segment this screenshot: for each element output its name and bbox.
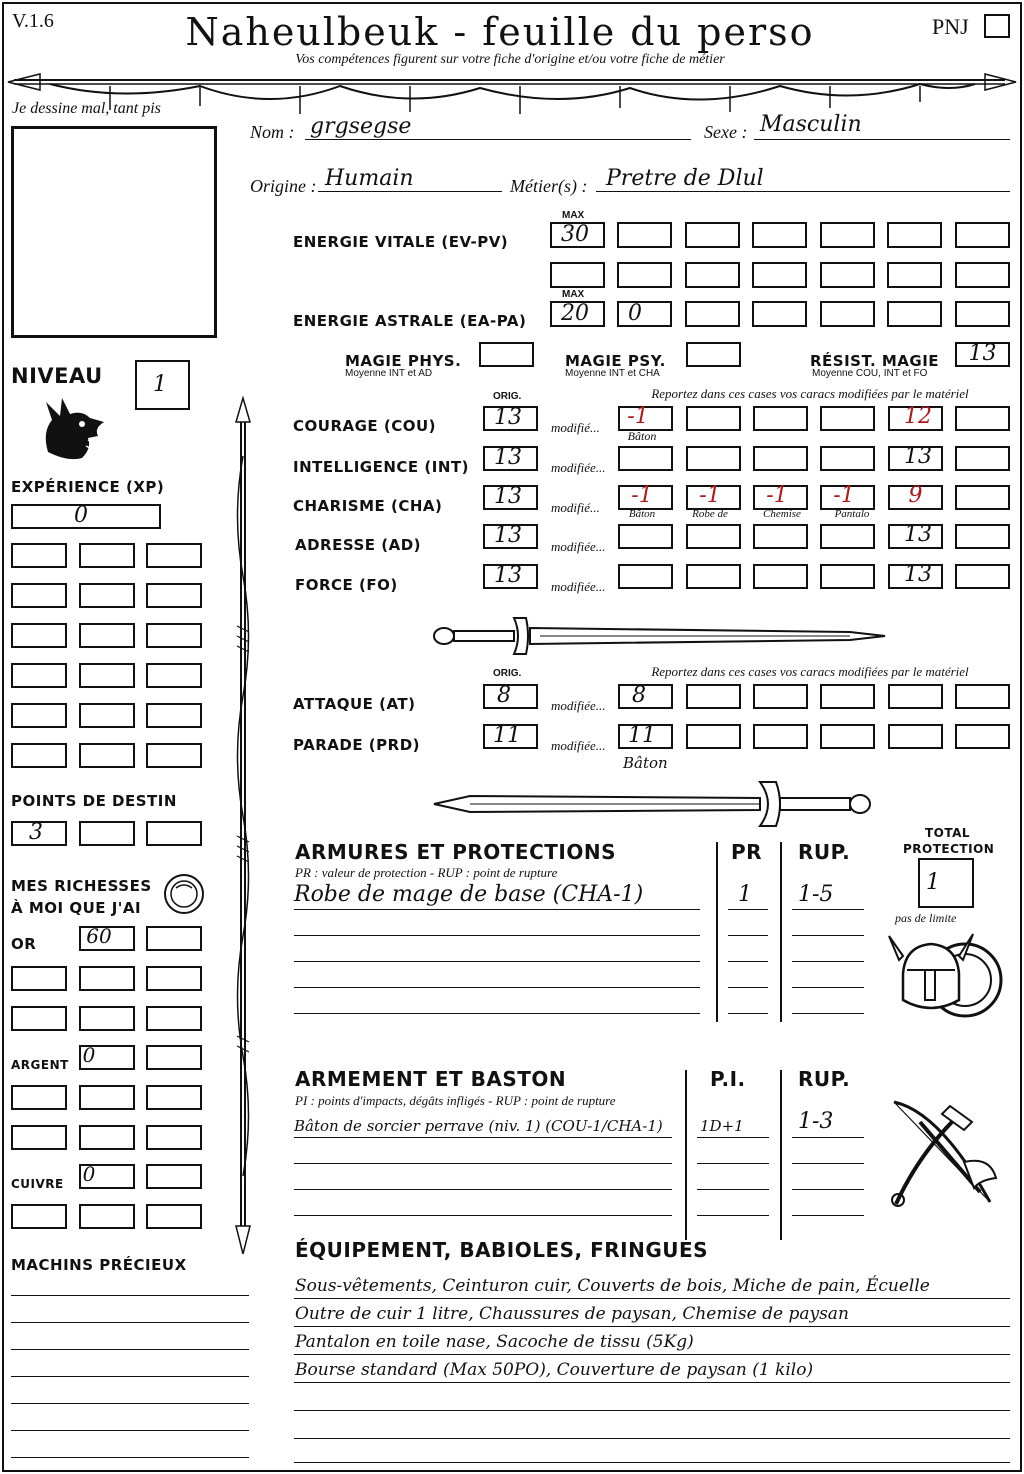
argent-label: ARGENT <box>11 1058 69 1072</box>
carac-mod-value: -1 <box>833 483 855 508</box>
xp-slot[interactable] <box>79 623 135 648</box>
niveau-value: 1 <box>153 372 167 397</box>
armures-pr-label: PR <box>731 840 763 864</box>
armement-sub: PI : points d'impacts, dégâts infligés - RUP : point de rupture <box>295 1093 616 1108</box>
carac-orig-value-int: 13 <box>494 445 522 470</box>
ev-box[interactable] <box>617 262 672 288</box>
prd-orig-value: 11 <box>493 723 521 748</box>
caracs-note: Reportez dans ces cases vos caracs modifiées par le matériel <box>651 386 969 401</box>
carac-mod-box[interactable] <box>955 524 1010 549</box>
carac-mod-label: modifiée... <box>551 579 606 594</box>
total-protection-label-line2: PROTECTION <box>903 842 995 856</box>
arme-line[interactable] <box>294 1192 672 1216</box>
prd-mod-box[interactable] <box>820 724 875 749</box>
staff-icon <box>228 396 258 1256</box>
ev-box[interactable] <box>617 222 672 248</box>
crossed-weapons-icon <box>880 1092 1010 1222</box>
ev-box[interactable] <box>820 222 875 248</box>
at-mod-box[interactable] <box>955 684 1010 709</box>
armures-rup-label: RUP. <box>798 840 851 864</box>
carac-mod-box[interactable] <box>820 524 875 549</box>
destin-slot[interactable] <box>79 821 135 846</box>
equipement-text: Outre de cuir 1 litre, Chaussures de paysan, Chemise de paysan <box>295 1304 849 1324</box>
machins-line[interactable] <box>11 1276 249 1296</box>
equipement-text: Pantalon en toile nase, Sacoche de tissu (5Kg) <box>295 1332 694 1352</box>
xp-slot[interactable] <box>146 543 202 568</box>
ev-box[interactable] <box>550 262 605 288</box>
prd-mod-value: 11 <box>628 723 656 748</box>
carac-mod-note: Bâton <box>627 429 657 443</box>
magie-phys-sub: Moyenne INT et AD <box>345 368 433 379</box>
sword-icon <box>430 778 880 830</box>
armement-rup-label: RUP. <box>798 1067 851 1091</box>
dragon-head-icon <box>38 392 108 464</box>
armement-divider <box>685 1070 687 1240</box>
destin-label: POINTS DE DESTIN <box>11 792 177 810</box>
armure-line[interactable] <box>294 938 700 962</box>
armure-rup-line[interactable] <box>792 964 864 988</box>
carac-label-cha: CHARISME (CHA) <box>293 497 443 515</box>
carac-mod-box[interactable] <box>686 524 741 549</box>
ea-box[interactable] <box>820 301 875 327</box>
argent-slot[interactable] <box>11 1125 67 1150</box>
carac-mod-box[interactable] <box>618 524 673 549</box>
armures-title: ARMURES ET PROTECTIONS <box>295 840 616 864</box>
niveau-label: NIVEAU <box>11 364 103 388</box>
machins-line[interactable] <box>11 1438 249 1458</box>
carac-mod-note: Pantalo <box>834 508 870 520</box>
argent-slot[interactable] <box>79 1085 135 1110</box>
armement-pi-label: P.I. <box>710 1067 746 1091</box>
carac-label-int: INTELLIGENCE (INT) <box>293 458 469 476</box>
xp-slot[interactable] <box>79 703 135 728</box>
prd-mod-label: modifiée... <box>551 738 606 753</box>
carac-mod-value: -1 <box>627 404 649 429</box>
carac-label-fo: FORCE (FO) <box>295 576 398 594</box>
equipement-text: Bourse standard (Max 50PO), Couverture de paysan (1 kilo) <box>295 1360 814 1380</box>
arme-rup-line[interactable] <box>792 1166 864 1190</box>
argent-slot[interactable] <box>11 1085 67 1110</box>
arme-line[interactable] <box>294 1166 672 1190</box>
cuivre-label: CUIVRE <box>11 1177 64 1191</box>
arme-name: Bâton de sorcier perrave (niv. 1) (COU-1/CHA-1) <box>294 1117 663 1135</box>
at-mod-value: 8 <box>632 683 646 708</box>
ev-box[interactable] <box>685 222 740 248</box>
ev-box[interactable] <box>955 222 1010 248</box>
carac-mod-note: Bâton <box>628 508 656 520</box>
sheet-subtitle: Vos compétences figurent sur votre fiche d'origine et/ou votre fiche de métier <box>295 52 725 67</box>
ea-box[interactable] <box>685 301 740 327</box>
ev-box[interactable] <box>887 222 942 248</box>
ea-current-value: 0 <box>628 301 642 326</box>
carac-mod-note: Robe de <box>692 508 728 520</box>
arme-pi-line[interactable] <box>697 1192 769 1216</box>
machins-line[interactable] <box>11 1357 249 1377</box>
prd-label: PARADE (PRD) <box>293 736 421 754</box>
carac-mod-box[interactable] <box>686 446 741 471</box>
armures-divider <box>780 842 782 1022</box>
prd-mod-box[interactable] <box>955 724 1010 749</box>
carac-mod-value: 12 <box>904 404 932 429</box>
cuivre-slot[interactable] <box>79 1204 135 1229</box>
carac-mod-box[interactable] <box>686 564 741 589</box>
carac-mod-box[interactable] <box>753 524 808 549</box>
carac-mod-value: 9 <box>908 483 923 508</box>
or-slot[interactable] <box>11 1006 67 1031</box>
machins-line[interactable] <box>11 1384 249 1404</box>
magie-psy-sub: Moyenne INT et CHA <box>565 368 660 379</box>
armure-pr-line[interactable] <box>728 938 768 962</box>
or-slot[interactable] <box>146 1006 202 1031</box>
ev-box[interactable] <box>752 262 807 288</box>
carac-mod-box[interactable] <box>618 446 673 471</box>
at-orig-value: 8 <box>497 683 511 708</box>
carac-mod-box[interactable] <box>618 564 673 589</box>
carac-orig-value-cha: 13 <box>494 484 522 509</box>
armures-sub: PR : valeur de protection - RUP : point de rupture <box>295 865 558 880</box>
arme-pi-line[interactable] <box>697 1140 769 1164</box>
carac-mod-label: modifiée... <box>551 460 606 475</box>
xp-slot[interactable] <box>11 543 67 568</box>
ev-box[interactable] <box>820 262 875 288</box>
combat-note: Reportez dans ces cases vos caracs modifiées par le matériel <box>651 664 969 679</box>
richesses-label-line2: À MOI QUE J'AI <box>11 899 142 917</box>
portrait-caption: Je dessine mal, tant pis <box>12 100 161 117</box>
or-slot[interactable] <box>79 1006 135 1031</box>
portrait-box[interactable] <box>11 126 217 338</box>
prd-mod-box[interactable] <box>888 724 943 749</box>
carac-label-cou: COURAGE (COU) <box>293 417 437 435</box>
carac-mod-box[interactable] <box>753 564 808 589</box>
destin-slot[interactable] <box>146 821 202 846</box>
origine-value: Humain <box>325 166 414 191</box>
ev-label: ENERGIE VITALE (EV-PV) <box>293 233 509 251</box>
richesses-label-line1: MES RICHESSES <box>11 877 152 895</box>
at-mod-label: modifiée... <box>551 698 606 713</box>
cuivre-slot[interactable] <box>146 1164 202 1189</box>
carac-mod-value: -1 <box>766 483 788 508</box>
xp-slot[interactable] <box>79 543 135 568</box>
arme-rup-line[interactable] <box>792 1192 864 1216</box>
armement-divider <box>780 1070 782 1240</box>
carac-mod-label: modifiée... <box>551 539 606 554</box>
carac-mod-box[interactable] <box>955 564 1010 589</box>
carac-orig-value-cou: 13 <box>494 405 522 430</box>
carac-orig-value-ad: 13 <box>494 523 522 548</box>
carac-mod-box[interactable] <box>955 485 1010 510</box>
metier-label: Métier(s) : <box>510 176 588 196</box>
total-protection-label-line1: TOTAL <box>925 826 971 840</box>
argent-slot[interactable] <box>146 1045 202 1070</box>
carac-mod-box[interactable] <box>955 446 1010 471</box>
ea-box[interactable] <box>752 301 807 327</box>
ea-max-label: MAX <box>562 289 585 300</box>
carac-mod-box[interactable] <box>820 406 875 431</box>
cuivre-slot[interactable] <box>11 1204 67 1229</box>
argent-value: 0 <box>82 1043 96 1067</box>
nom-label: Nom : <box>250 122 295 142</box>
total-protection-note: pas de limite <box>895 911 957 925</box>
sheet-title: Naheulbeuk - feuille du perso <box>185 10 815 54</box>
resist-magie-sub: Moyenne COU, INT et FO <box>812 368 928 379</box>
or-value: 60 <box>86 924 112 948</box>
sexe-label: Sexe : <box>704 122 748 142</box>
armure-pr-line[interactable] <box>728 912 768 936</box>
carac-mod-note: Chemise <box>763 508 801 520</box>
equipement-title: ÉQUIPEMENT, BABIOLES, FRINGUES <box>295 1238 709 1262</box>
xp-slot[interactable] <box>146 703 202 728</box>
carac-mod-value: 13 <box>904 522 932 547</box>
equipement-line[interactable] <box>294 1387 1010 1411</box>
total-protection-value: 1 <box>926 870 940 895</box>
machins-line[interactable] <box>11 1411 249 1431</box>
machins-line[interactable] <box>11 1303 249 1323</box>
at-mod-box[interactable] <box>820 684 875 709</box>
metier-value: Pretre de Dlul <box>606 166 764 191</box>
carac-mod-label: modifié... <box>551 500 600 515</box>
or-slot[interactable] <box>79 966 135 991</box>
ea-box[interactable] <box>887 301 942 327</box>
xp-value: 0 <box>74 503 88 528</box>
or-slot[interactable] <box>146 926 202 951</box>
ea-label: ENERGIE ASTRALE (EA-PA) <box>293 312 527 330</box>
carac-mod-box[interactable] <box>955 406 1010 431</box>
carac-orig-value-fo: 13 <box>494 563 522 588</box>
ev-box[interactable] <box>955 262 1010 288</box>
argent-slot[interactable] <box>79 1125 135 1150</box>
ev-max-value: 30 <box>561 222 589 247</box>
armure-rup-line[interactable] <box>792 938 864 962</box>
or-label: OR <box>11 935 37 953</box>
armure-rup-line[interactable] <box>792 912 864 936</box>
armure-line[interactable] <box>294 964 700 988</box>
magie-psy-label: MAGIE PSY. <box>565 352 666 370</box>
carac-mod-box[interactable] <box>686 406 741 431</box>
machins-label: MACHINS PRÉCIEUX <box>11 1256 187 1274</box>
xp-slot[interactable] <box>146 583 202 608</box>
xp-slot[interactable] <box>79 583 135 608</box>
at-mod-box[interactable] <box>686 684 741 709</box>
nom-value: grgsegse <box>310 114 412 139</box>
ea-box[interactable] <box>955 301 1010 327</box>
at-mod-box[interactable] <box>753 684 808 709</box>
xp-slot[interactable] <box>79 663 135 688</box>
magie-psy-box[interactable] <box>686 342 741 367</box>
ev-max-label: MAX <box>562 210 585 221</box>
sexe-value: Masculin <box>760 112 862 137</box>
or-slot[interactable] <box>11 966 67 991</box>
arme-pi-line[interactable] <box>697 1166 769 1190</box>
carac-mod-value: 13 <box>904 444 932 469</box>
magie-phys-label: MAGIE PHYS. <box>345 352 462 370</box>
carac-label-ad: ADRESSE (AD) <box>295 536 422 554</box>
caracs-orig-label: ORIG. <box>493 391 522 402</box>
ea-max-value: 20 <box>561 301 589 326</box>
arme-line[interactable] <box>294 1140 672 1164</box>
coin-icon <box>162 872 208 916</box>
xp-slot[interactable] <box>146 623 202 648</box>
at-mod-box[interactable] <box>888 684 943 709</box>
arme-rup: 1-3 <box>798 1109 834 1134</box>
carac-mod-value: -1 <box>631 483 653 508</box>
xp-label: EXPÉRIENCE (XP) <box>11 478 165 496</box>
ev-box[interactable] <box>887 262 942 288</box>
prd-mod-box[interactable] <box>686 724 741 749</box>
armure-line[interactable] <box>294 990 700 1014</box>
at-label: ATTAQUE (AT) <box>293 695 416 713</box>
origine-label: Origine : <box>250 176 317 196</box>
armures-divider <box>716 842 718 1022</box>
xp-slot[interactable] <box>11 703 67 728</box>
xp-slot[interactable] <box>79 743 135 768</box>
argent-slot[interactable] <box>146 1085 202 1110</box>
equipement-line[interactable] <box>294 1443 1010 1463</box>
resist-magie-label: RÉSIST. MAGIE <box>810 352 940 370</box>
machins-line[interactable] <box>11 1330 249 1350</box>
equipement-text: Sous-vêtements, Ceinturon cuir, Couverts de bois, Miche de pain, Écuelle <box>295 1276 930 1296</box>
carac-mod-label: modifié... <box>551 420 600 435</box>
pnj-checkbox[interactable] <box>984 14 1010 38</box>
cuivre-slot[interactable] <box>146 1204 202 1229</box>
prd-note: Bâton <box>623 754 668 772</box>
carac-mod-box[interactable] <box>820 446 875 471</box>
sword-icon <box>430 612 890 658</box>
helmet-shield-icon <box>885 926 1005 1026</box>
armure-pr-line[interactable] <box>728 964 768 988</box>
xp-slot[interactable] <box>146 743 202 768</box>
carac-mod-box[interactable] <box>753 406 808 431</box>
arme-pi: 1D+1 <box>700 1117 744 1135</box>
ev-box[interactable] <box>752 222 807 248</box>
argent-slot[interactable] <box>146 1125 202 1150</box>
arme-rup-line[interactable] <box>792 1140 864 1164</box>
destin-value: 3 <box>29 820 43 845</box>
carac-mod-value: 13 <box>904 562 932 587</box>
prd-mod-box[interactable] <box>753 724 808 749</box>
armure-name: Robe de mage de base (CHA-1) <box>294 882 644 907</box>
armure-rup: 1-5 <box>798 882 834 907</box>
combat-orig-label: ORIG. <box>493 668 522 679</box>
armure-pr: 1 <box>738 882 752 907</box>
resist-magie-value: 13 <box>968 341 997 366</box>
armure-line[interactable] <box>294 912 700 936</box>
version-label: V.1.6 <box>12 10 54 32</box>
ev-box[interactable] <box>685 262 740 288</box>
cuivre-value: 0 <box>82 1162 96 1186</box>
xp-slot[interactable] <box>146 663 202 688</box>
carac-mod-box[interactable] <box>753 446 808 471</box>
pnj-label: PNJ <box>932 14 969 39</box>
xp-slot[interactable] <box>11 623 67 648</box>
armure-pr-line[interactable] <box>728 990 768 1014</box>
xp-slot[interactable] <box>11 743 67 768</box>
carac-mod-box[interactable] <box>820 564 875 589</box>
equipement-line[interactable] <box>294 1415 1010 1439</box>
armure-rup-line[interactable] <box>792 990 864 1014</box>
xp-slot[interactable] <box>11 583 67 608</box>
or-slot[interactable] <box>146 966 202 991</box>
magie-phys-box[interactable] <box>479 342 534 367</box>
carac-mod-value: -1 <box>699 483 721 508</box>
armement-title: ARMEMENT ET BASTON <box>295 1067 567 1091</box>
xp-slot[interactable] <box>11 663 67 688</box>
